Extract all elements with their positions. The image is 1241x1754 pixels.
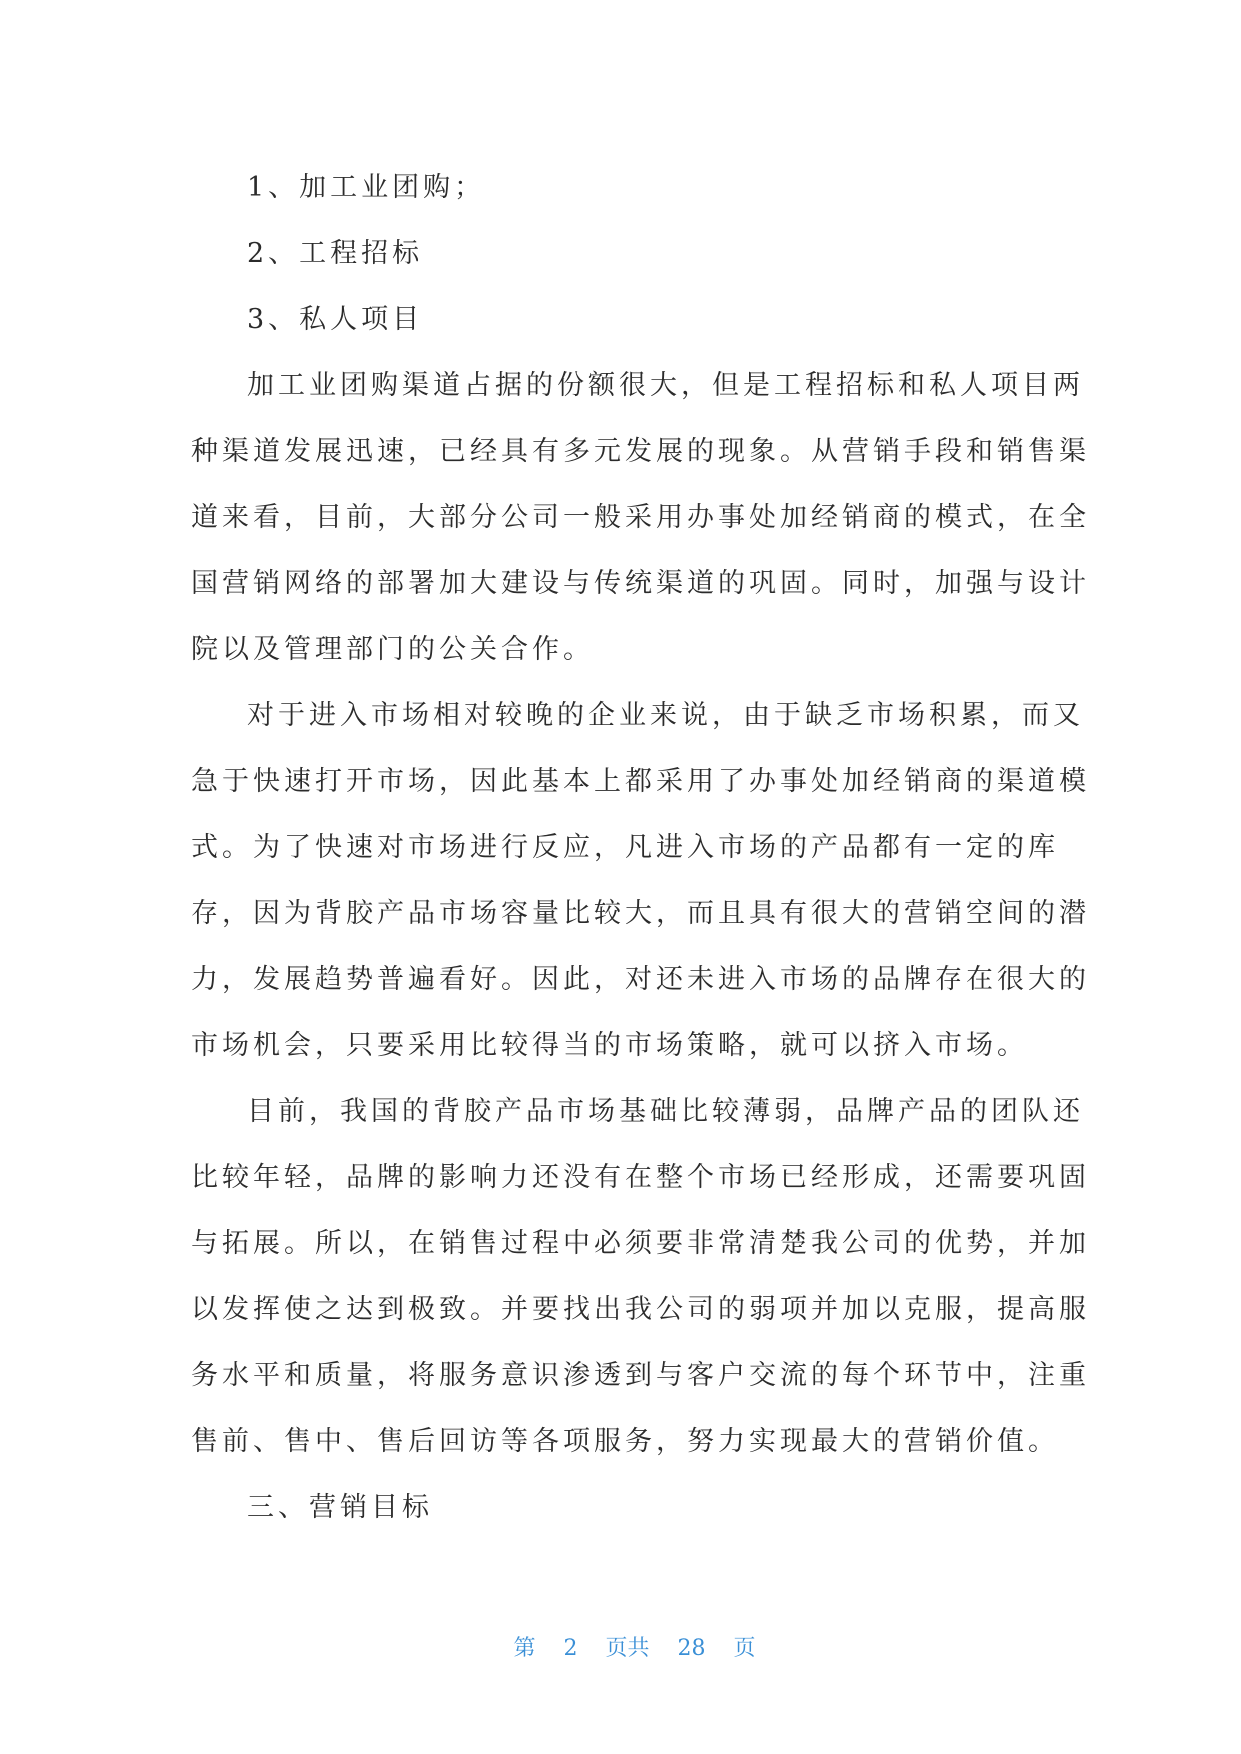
paragraph-line: 存，因为背胶产品市场容量比较大，而且具有很大的营销空间的潜 — [191, 898, 1090, 929]
paragraph-line: 国营销网络的部署加大建设与传统渠道的巩固。同时，加强与设计 — [191, 568, 1090, 599]
paragraph-line: 目前，我国的背胶产品市场基础比较薄弱，品牌产品的团队还 — [247, 1096, 1084, 1127]
paragraph-line: 以发挥使之达到极致。并要找出我公司的弱项并加以克服，提高服 — [191, 1294, 1090, 1325]
footer-prefix: 第 — [513, 1636, 536, 1661]
list-item: 1、加工业团购； — [247, 172, 486, 203]
footer-suffix: 页 — [733, 1636, 756, 1661]
paragraph-line: 与拓展。所以，在销售过程中必须要非常清楚我公司的优势，并加 — [191, 1228, 1090, 1259]
paragraph-line: 加工业团购渠道占据的份额很大，但是工程招标和私人项目两 — [247, 370, 1084, 401]
footer-total-pages: 28 — [677, 1636, 706, 1661]
footer-current-page: 2 — [563, 1636, 578, 1661]
paragraph-line: 售前、售中、售后回访等各项服务，努力实现最大的营销价值。 — [191, 1426, 1059, 1457]
list-item: 3、私人项目 — [247, 304, 424, 335]
paragraph-line: 力，发展趋势普遍看好。因此，对还未进入市场的品牌存在很大的 — [191, 964, 1090, 995]
section-heading: 三、营销目标 — [247, 1492, 433, 1523]
paragraph-line: 市场机会，只要采用比较得当的市场策略，就可以挤入市场。 — [191, 1030, 1028, 1061]
page-footer — [0, 1606, 1241, 1687]
document-body — [191, 155, 1090, 1541]
paragraph-line: 务水平和质量，将服务意识渗透到与客户交流的每个环节中，注重 — [191, 1360, 1090, 1391]
paragraph — [191, 683, 1090, 1079]
paragraph-line: 道来看，目前，大部分公司一般采用办事处加经销商的模式，在全 — [191, 502, 1090, 533]
paragraph-line: 式。为了快速对市场进行反应，凡进入市场的产品都有一定的库 — [191, 832, 1059, 863]
paragraph-line: 院以及管理部门的公关合作。 — [191, 634, 594, 665]
paragraph-line: 对于进入市场相对较晚的企业来说，由于缺乏市场积累，而又 — [247, 700, 1084, 731]
paragraph — [191, 353, 1090, 683]
paragraph-line: 比较年轻，品牌的影响力还没有在整个市场已经形成，还需要巩固 — [191, 1162, 1090, 1193]
list-item: 2、工程招标 — [247, 238, 424, 269]
paragraph-line: 急于快速打开市场，因此基本上都采用了办事处加经销商的渠道模 — [191, 766, 1090, 797]
footer-middle: 页共 — [605, 1636, 650, 1661]
paragraph-line: 种渠道发展迅速，已经具有多元发展的现象。从营销手段和销售渠 — [191, 436, 1090, 467]
paragraph — [191, 1079, 1090, 1475]
